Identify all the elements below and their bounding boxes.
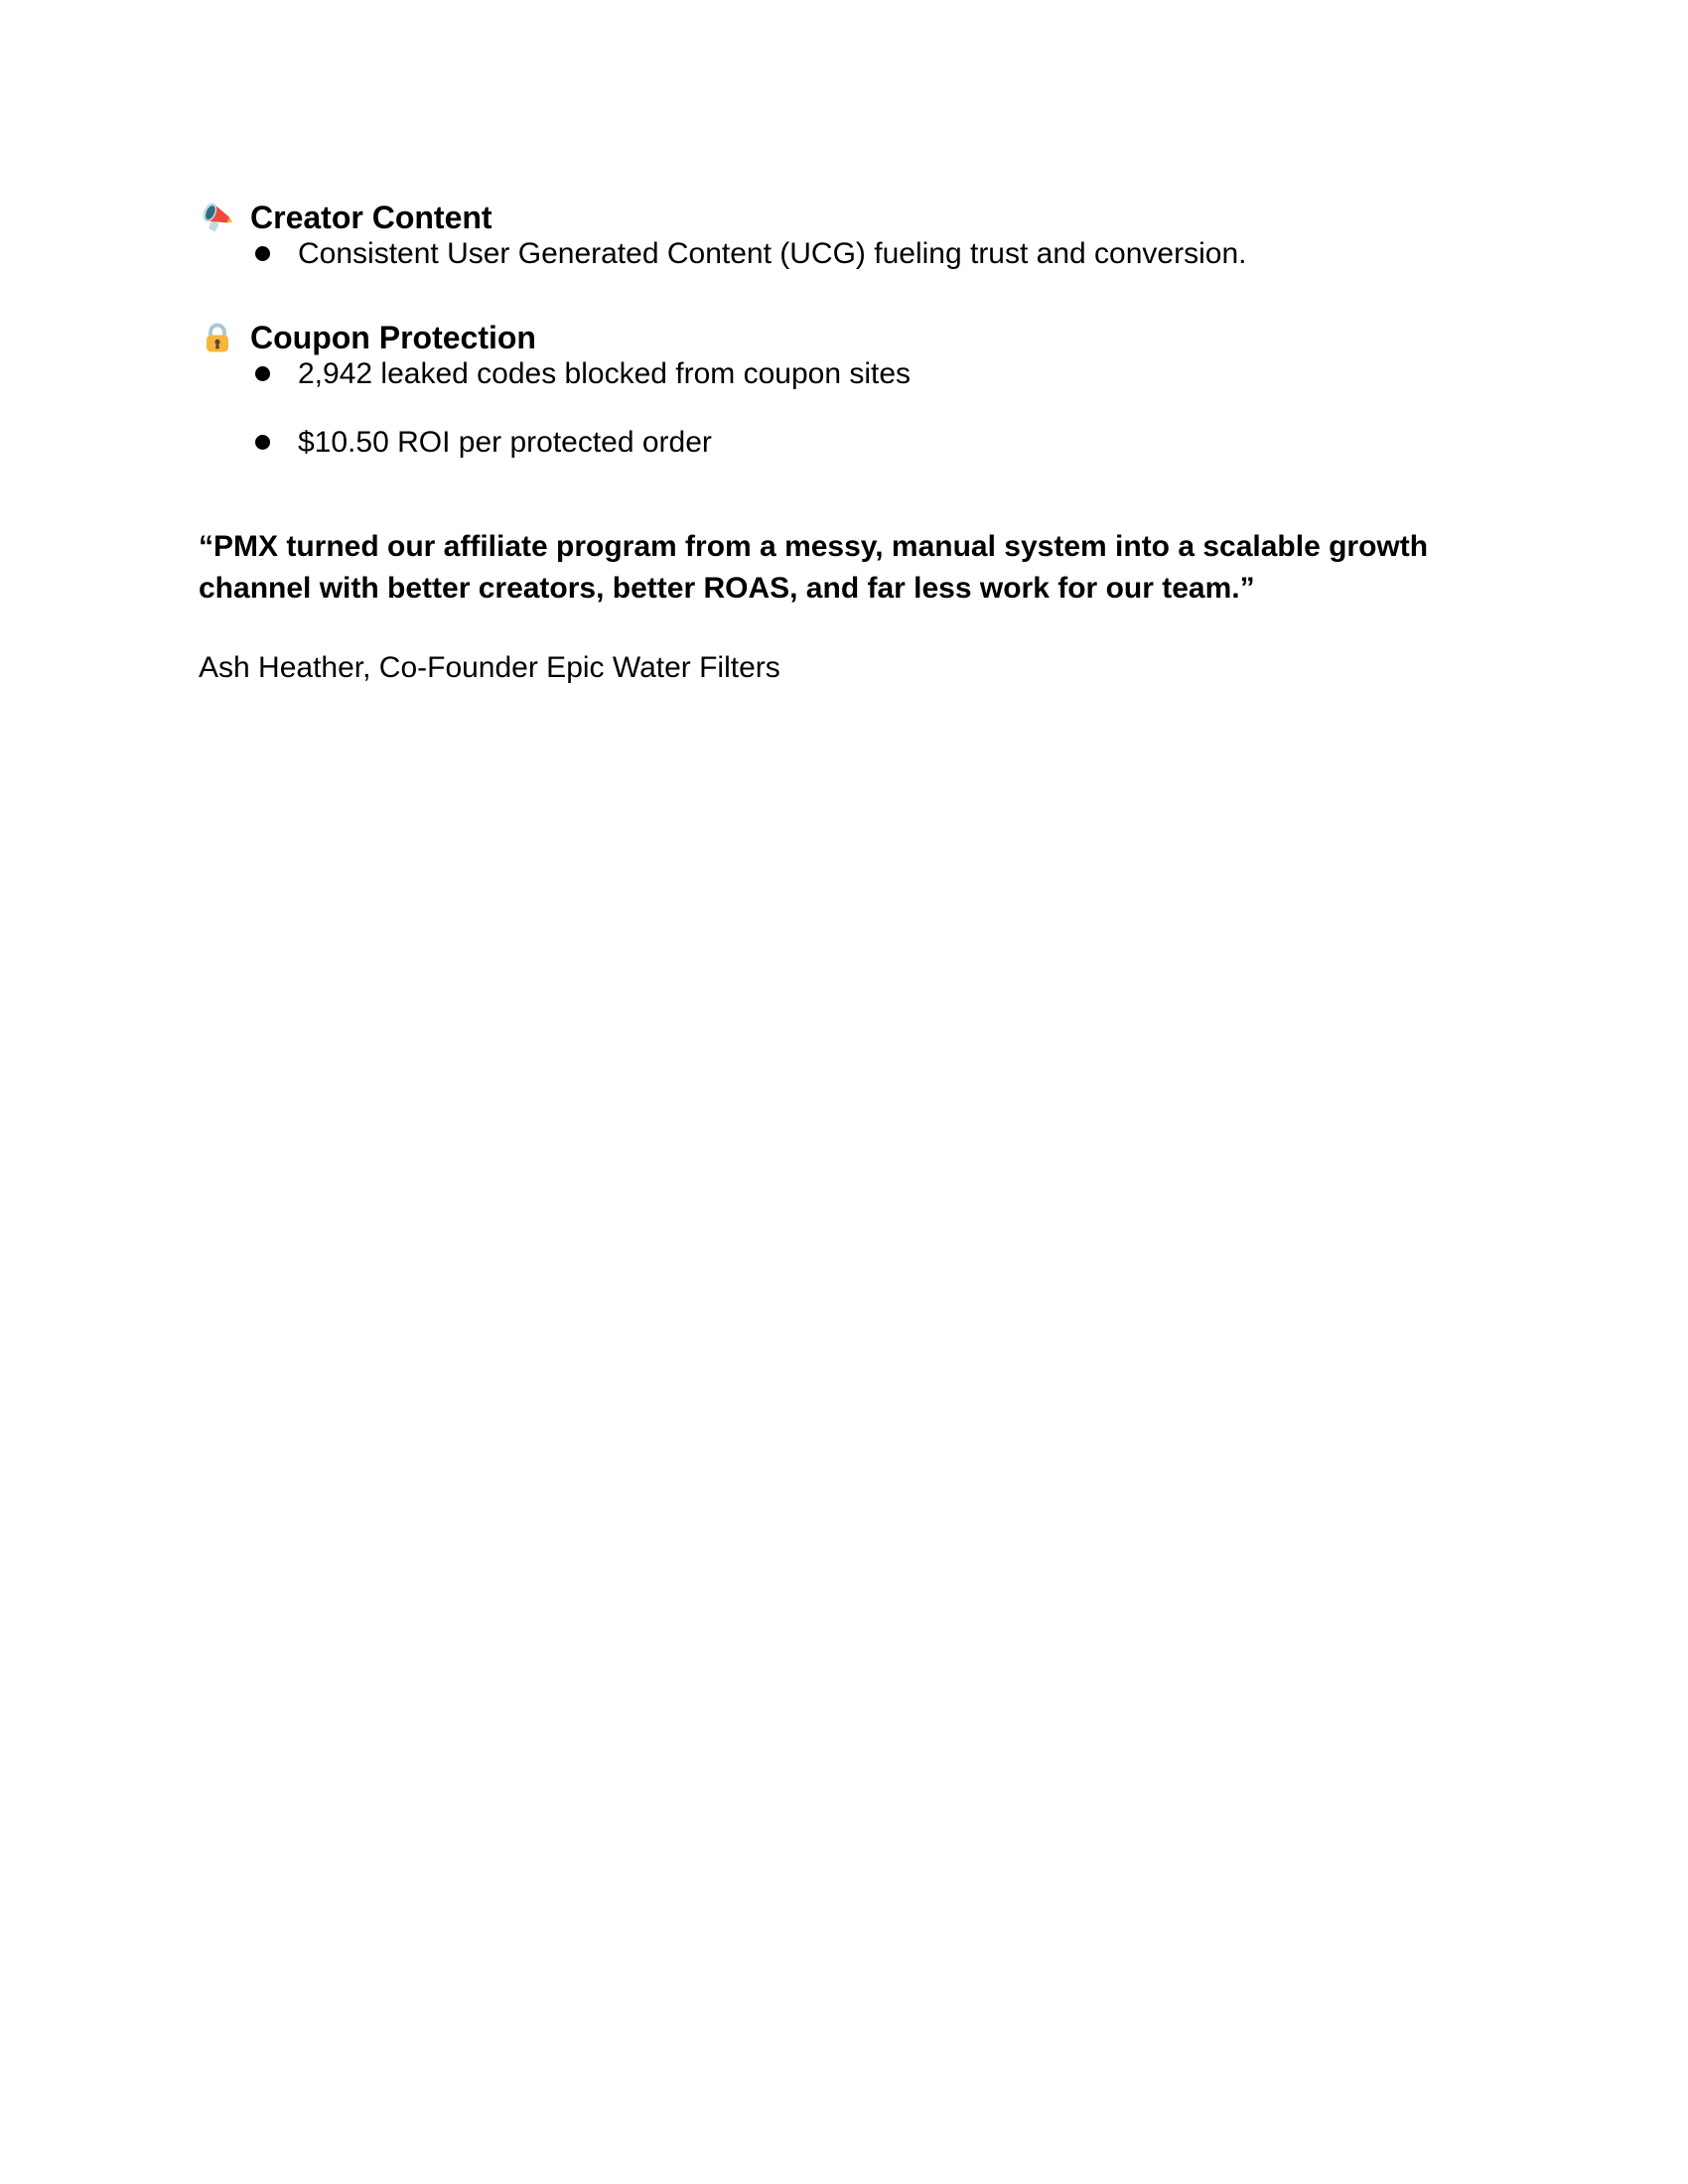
list-item — [199, 236, 1489, 272]
creator-content-list — [199, 236, 1489, 272]
list-item-text: 2,942 leaked codes blocked from coupon sites — [298, 357, 912, 390]
list-item — [199, 356, 1489, 392]
bullet-marker — [255, 246, 270, 261]
section-heading-creator-content — [199, 199, 1489, 236]
section-heading-label: Coupon Protection — [250, 320, 536, 355]
testimonial-quote: “PMX turned our affiliate program from a messy, manual system into a scalable growth channel with better creators, better ROAS, and far less work for our team.” — [199, 530, 1429, 605]
lock-icon-svg — [199, 319, 236, 356]
list-item-text: $10.50 ROI per protected order — [298, 426, 712, 459]
bullet-marker — [255, 435, 270, 450]
bullet-marker — [255, 366, 270, 381]
list-item-text: Consistent User Generated Content (UCG) fueling trust and conversion. — [298, 237, 1247, 270]
megaphone-icon — [199, 199, 236, 236]
megaphone-handle — [209, 220, 219, 231]
section-heading-label: Creator Content — [250, 200, 492, 235]
section-heading-coupon-protection — [199, 319, 1489, 356]
lock-icon — [199, 319, 236, 356]
list-item — [199, 425, 1489, 461]
testimonial-attribution: Ash Heather, Co-Founder Epic Water Filters — [199, 651, 780, 684]
megaphone-icon-svg — [199, 199, 236, 236]
coupon-protection-list — [199, 356, 1489, 461]
